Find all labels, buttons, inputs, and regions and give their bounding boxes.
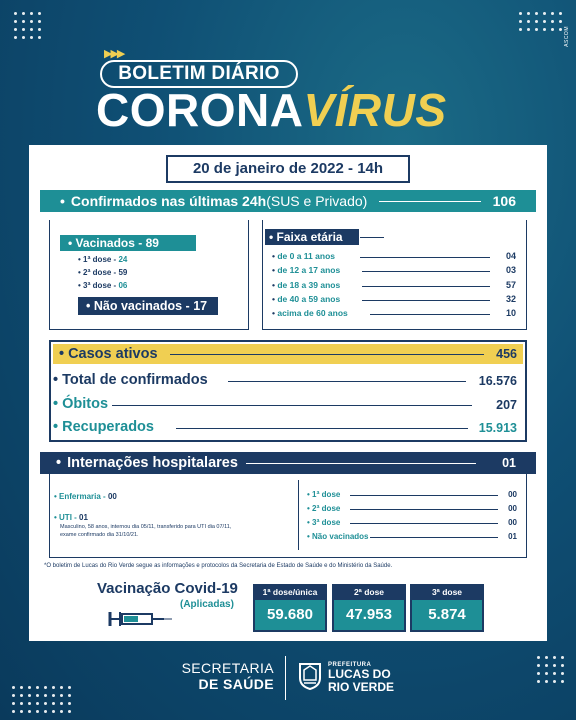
dot-decoration <box>44 710 47 713</box>
dot-decoration <box>535 20 538 23</box>
vaccine-dose-label: 1ª dose/única <box>262 587 318 597</box>
divider-line <box>112 405 472 406</box>
confirmed-24h-value: 106 <box>492 193 516 209</box>
dot-decoration <box>559 12 562 15</box>
hospitalizations-label: Internações hospitalares <box>67 455 238 471</box>
city-hall-text: PREFEITURA <box>328 662 372 668</box>
dot-decoration <box>545 664 548 667</box>
dot-decoration <box>551 20 554 23</box>
dot-decoration <box>28 686 31 689</box>
ward-label: • Enfermaria - 00 <box>54 492 117 501</box>
dot-decoration <box>553 680 556 683</box>
dot-decoration <box>537 656 540 659</box>
dot-decoration <box>20 694 23 697</box>
dot-decoration <box>22 28 25 31</box>
divider-line <box>360 257 490 258</box>
city-name-line-1: LUCAS DO <box>328 667 391 681</box>
vaccine-dose-card <box>332 584 406 632</box>
divider-line <box>360 237 384 238</box>
report-date: 20 de janeiro de 2022 - 14h <box>166 155 410 183</box>
dot-decoration <box>535 12 538 15</box>
bulletin-title: BOLETIM DIÁRIO <box>100 60 298 88</box>
hosp-dose-row: • 2ª dose <box>307 504 341 513</box>
vaccinated-dose-3: • 3ª dose - 06 <box>78 281 128 290</box>
dot-decoration <box>527 12 530 15</box>
dot-decoration <box>30 20 33 23</box>
dot-decoration <box>561 664 564 667</box>
dot-decoration <box>36 710 39 713</box>
dot-decoration <box>20 702 23 705</box>
dot-decoration <box>12 686 15 689</box>
confirmed-24h-label: Confirmados nas últimas 24h <box>70 193 267 209</box>
active-cases-value: 456 <box>496 347 517 361</box>
dot-decoration <box>60 702 63 705</box>
bullet-icon: • <box>269 230 277 244</box>
dot-decoration <box>44 702 47 705</box>
vaccination-title: Vacinação Covid-19 <box>97 580 238 597</box>
title-part-2: VÍRUS <box>303 84 447 136</box>
total-confirmed-value: 16.576 <box>478 374 517 388</box>
dot-decoration <box>68 686 71 689</box>
vaccinated-label: Vacinados - 89 <box>75 236 159 250</box>
dot-decoration <box>30 28 33 31</box>
health-text: DE SAÚDE <box>198 676 274 692</box>
dot-decoration <box>60 694 63 697</box>
icu-label: • UTI - 01 <box>54 513 88 522</box>
city-crest-icon <box>298 660 322 690</box>
dot-decoration <box>543 12 546 15</box>
divider-line <box>170 354 485 355</box>
recovered-value: 15.913 <box>478 421 517 435</box>
dot-decoration <box>14 28 17 31</box>
hosp-dose-value: 00 <box>508 490 517 499</box>
hosp-dose-value: 00 <box>508 518 517 527</box>
dot-decoration <box>537 664 540 667</box>
dot-decoration <box>551 28 554 31</box>
dot-decoration <box>44 694 47 697</box>
age-group-tag <box>265 229 359 245</box>
vaccinated-dose-2: • 2ª dose - 59 <box>78 268 128 277</box>
dot-decoration <box>52 686 55 689</box>
icu-detail: exame confirmado dia 31/10/21. <box>60 532 139 538</box>
dot-decoration <box>28 694 31 697</box>
hosp-dose-value: 01 <box>508 532 517 541</box>
dot-decoration <box>561 656 564 659</box>
dots-decoration <box>519 12 562 31</box>
title-part-1: CORONA <box>96 84 304 136</box>
hospitalizations-bar <box>40 452 536 474</box>
dot-decoration <box>52 702 55 705</box>
age-row: • de 40 a 59 anos <box>272 294 341 304</box>
dot-decoration <box>68 702 71 705</box>
unvaccinated-tag <box>78 297 218 315</box>
dot-decoration <box>14 20 17 23</box>
dot-decoration <box>519 12 522 15</box>
footnote: *O boletim de Lucas do Rio Verde segue as informações e protocolos da Secretaria de Estado de Saúde e do Ministério da Saúde. <box>44 563 393 569</box>
age-row-value: 57 <box>505 280 516 290</box>
dot-decoration <box>561 680 564 683</box>
divider-line <box>370 537 498 538</box>
credit-label: ASCOM <box>564 26 570 47</box>
confirmed-24h-bar <box>40 190 536 212</box>
bullet-icon: • <box>68 236 76 250</box>
dot-decoration <box>22 36 25 39</box>
dot-decoration <box>545 672 548 675</box>
active-cases-bar <box>53 344 523 364</box>
dot-decoration <box>519 20 522 23</box>
arrows-icon: ▶▶▶ <box>104 48 124 60</box>
dot-decoration <box>553 664 556 667</box>
hospitalizations-value: 01 <box>502 456 516 470</box>
vaccine-dose-value: 59.680 <box>255 600 325 630</box>
unvaccinated-label: Não vacinados - 17 <box>93 299 208 313</box>
hosp-dose-row: • 1ª dose <box>307 490 341 499</box>
dot-decoration <box>543 20 546 23</box>
dot-decoration <box>12 710 15 713</box>
dot-decoration <box>60 710 63 713</box>
dot-decoration <box>14 12 17 15</box>
city-hall-logo <box>328 662 394 694</box>
dot-decoration <box>20 686 23 689</box>
dot-decoration <box>559 28 562 31</box>
dot-decoration <box>543 28 546 31</box>
age-row: • de 18 a 39 anos <box>272 280 341 290</box>
dot-decoration <box>12 694 15 697</box>
age-row: • de 0 a 11 anos <box>272 251 335 261</box>
dot-decoration <box>22 20 25 23</box>
hospitalizations-box <box>49 474 527 558</box>
divider-line <box>176 428 468 429</box>
dot-decoration <box>36 686 39 689</box>
dot-decoration <box>44 686 47 689</box>
dot-decoration <box>68 710 71 713</box>
age-row-value: 03 <box>505 265 516 275</box>
recovered-label: • Recuperados <box>53 419 154 435</box>
page-title <box>96 84 447 136</box>
vaccine-dose-value: 5.874 <box>412 600 482 630</box>
vaccine-dose-card <box>253 584 327 632</box>
deaths-label: • Óbitos <box>53 396 109 412</box>
dot-decoration <box>561 672 564 675</box>
secretariat-text: SECRETARIA <box>181 660 274 676</box>
dot-decoration <box>553 656 556 659</box>
dot-decoration <box>519 28 522 31</box>
vaccine-dose-label: 3ª dose <box>431 587 463 597</box>
dot-decoration <box>28 710 31 713</box>
deaths-value: 207 <box>496 398 517 412</box>
vaccine-dose-card <box>410 584 484 632</box>
age-row-value: 04 <box>505 251 516 261</box>
divider-line <box>362 271 490 272</box>
vaccine-dose-value: 47.953 <box>334 600 404 630</box>
dot-decoration <box>68 694 71 697</box>
hosp-dose-value: 00 <box>508 504 517 513</box>
divider-line <box>350 523 498 524</box>
dot-decoration <box>545 680 548 683</box>
divider-line <box>350 509 498 510</box>
dot-decoration <box>527 20 530 23</box>
age-row: • acima de 60 anos <box>272 308 348 318</box>
syringe-icon <box>108 608 172 630</box>
dot-decoration <box>20 710 23 713</box>
dot-decoration <box>545 656 548 659</box>
divider-line <box>350 495 498 496</box>
dot-decoration <box>36 694 39 697</box>
confirmed-24h-sublabel: (SUS e Privado) <box>266 193 368 209</box>
vaccinated-tag <box>60 235 196 251</box>
dot-decoration <box>559 20 562 23</box>
total-confirmed-label: • Total de confirmados <box>53 372 208 388</box>
hosp-dose-row: • Não vacinados <box>307 532 369 541</box>
health-secretariat-logo <box>176 660 274 692</box>
icu-detail: Masculino, 58 anos, internou dia 05/11, transferido para UTI dia 07/11, <box>60 524 232 530</box>
hospitalizations-divider <box>298 480 299 550</box>
age-row-value: 32 <box>505 294 516 304</box>
footer-divider <box>285 656 286 700</box>
divider-line <box>362 300 490 301</box>
dot-decoration <box>527 28 530 31</box>
dot-decoration <box>30 36 33 39</box>
divider-line <box>362 286 490 287</box>
vaccination-subtitle: (Aplicadas) <box>180 599 234 610</box>
divider-line <box>246 463 476 464</box>
dots-decoration <box>537 656 564 683</box>
dots-decoration <box>14 12 41 39</box>
divider-line <box>370 314 490 315</box>
dot-decoration <box>551 12 554 15</box>
divider-line <box>228 381 466 382</box>
dot-decoration <box>553 672 556 675</box>
divider-line <box>379 201 480 202</box>
active-cases-label: Casos ativos <box>68 346 158 362</box>
dot-decoration <box>38 28 41 31</box>
age-row-value: 10 <box>505 308 516 318</box>
hosp-dose-row: • 3ª dose <box>307 518 341 527</box>
age-group-label: Faixa etária <box>276 230 343 244</box>
dot-decoration <box>52 710 55 713</box>
vaccinated-dose-1: • 1ª dose - 24 <box>78 255 128 264</box>
dots-decoration <box>12 686 71 713</box>
dot-decoration <box>30 12 33 15</box>
dot-decoration <box>60 686 63 689</box>
dot-decoration <box>28 702 31 705</box>
dot-decoration <box>38 36 41 39</box>
dot-decoration <box>537 680 540 683</box>
bullet-icon: • <box>86 299 94 313</box>
dot-decoration <box>12 702 15 705</box>
dot-decoration <box>535 28 538 31</box>
dot-decoration <box>537 672 540 675</box>
dot-decoration <box>38 12 41 15</box>
vaccine-dose-label: 2ª dose <box>353 587 385 597</box>
bullet-icon: • <box>56 455 62 471</box>
dot-decoration <box>52 694 55 697</box>
dot-decoration <box>14 36 17 39</box>
city-name-line-2: RIO VERDE <box>328 680 395 694</box>
bullet-icon: • <box>59 346 65 362</box>
bullet-icon: • <box>60 193 65 209</box>
dot-decoration <box>22 12 25 15</box>
dot-decoration <box>36 702 39 705</box>
dot-decoration <box>38 20 41 23</box>
age-row: • de 12 a 17 anos <box>272 265 341 275</box>
